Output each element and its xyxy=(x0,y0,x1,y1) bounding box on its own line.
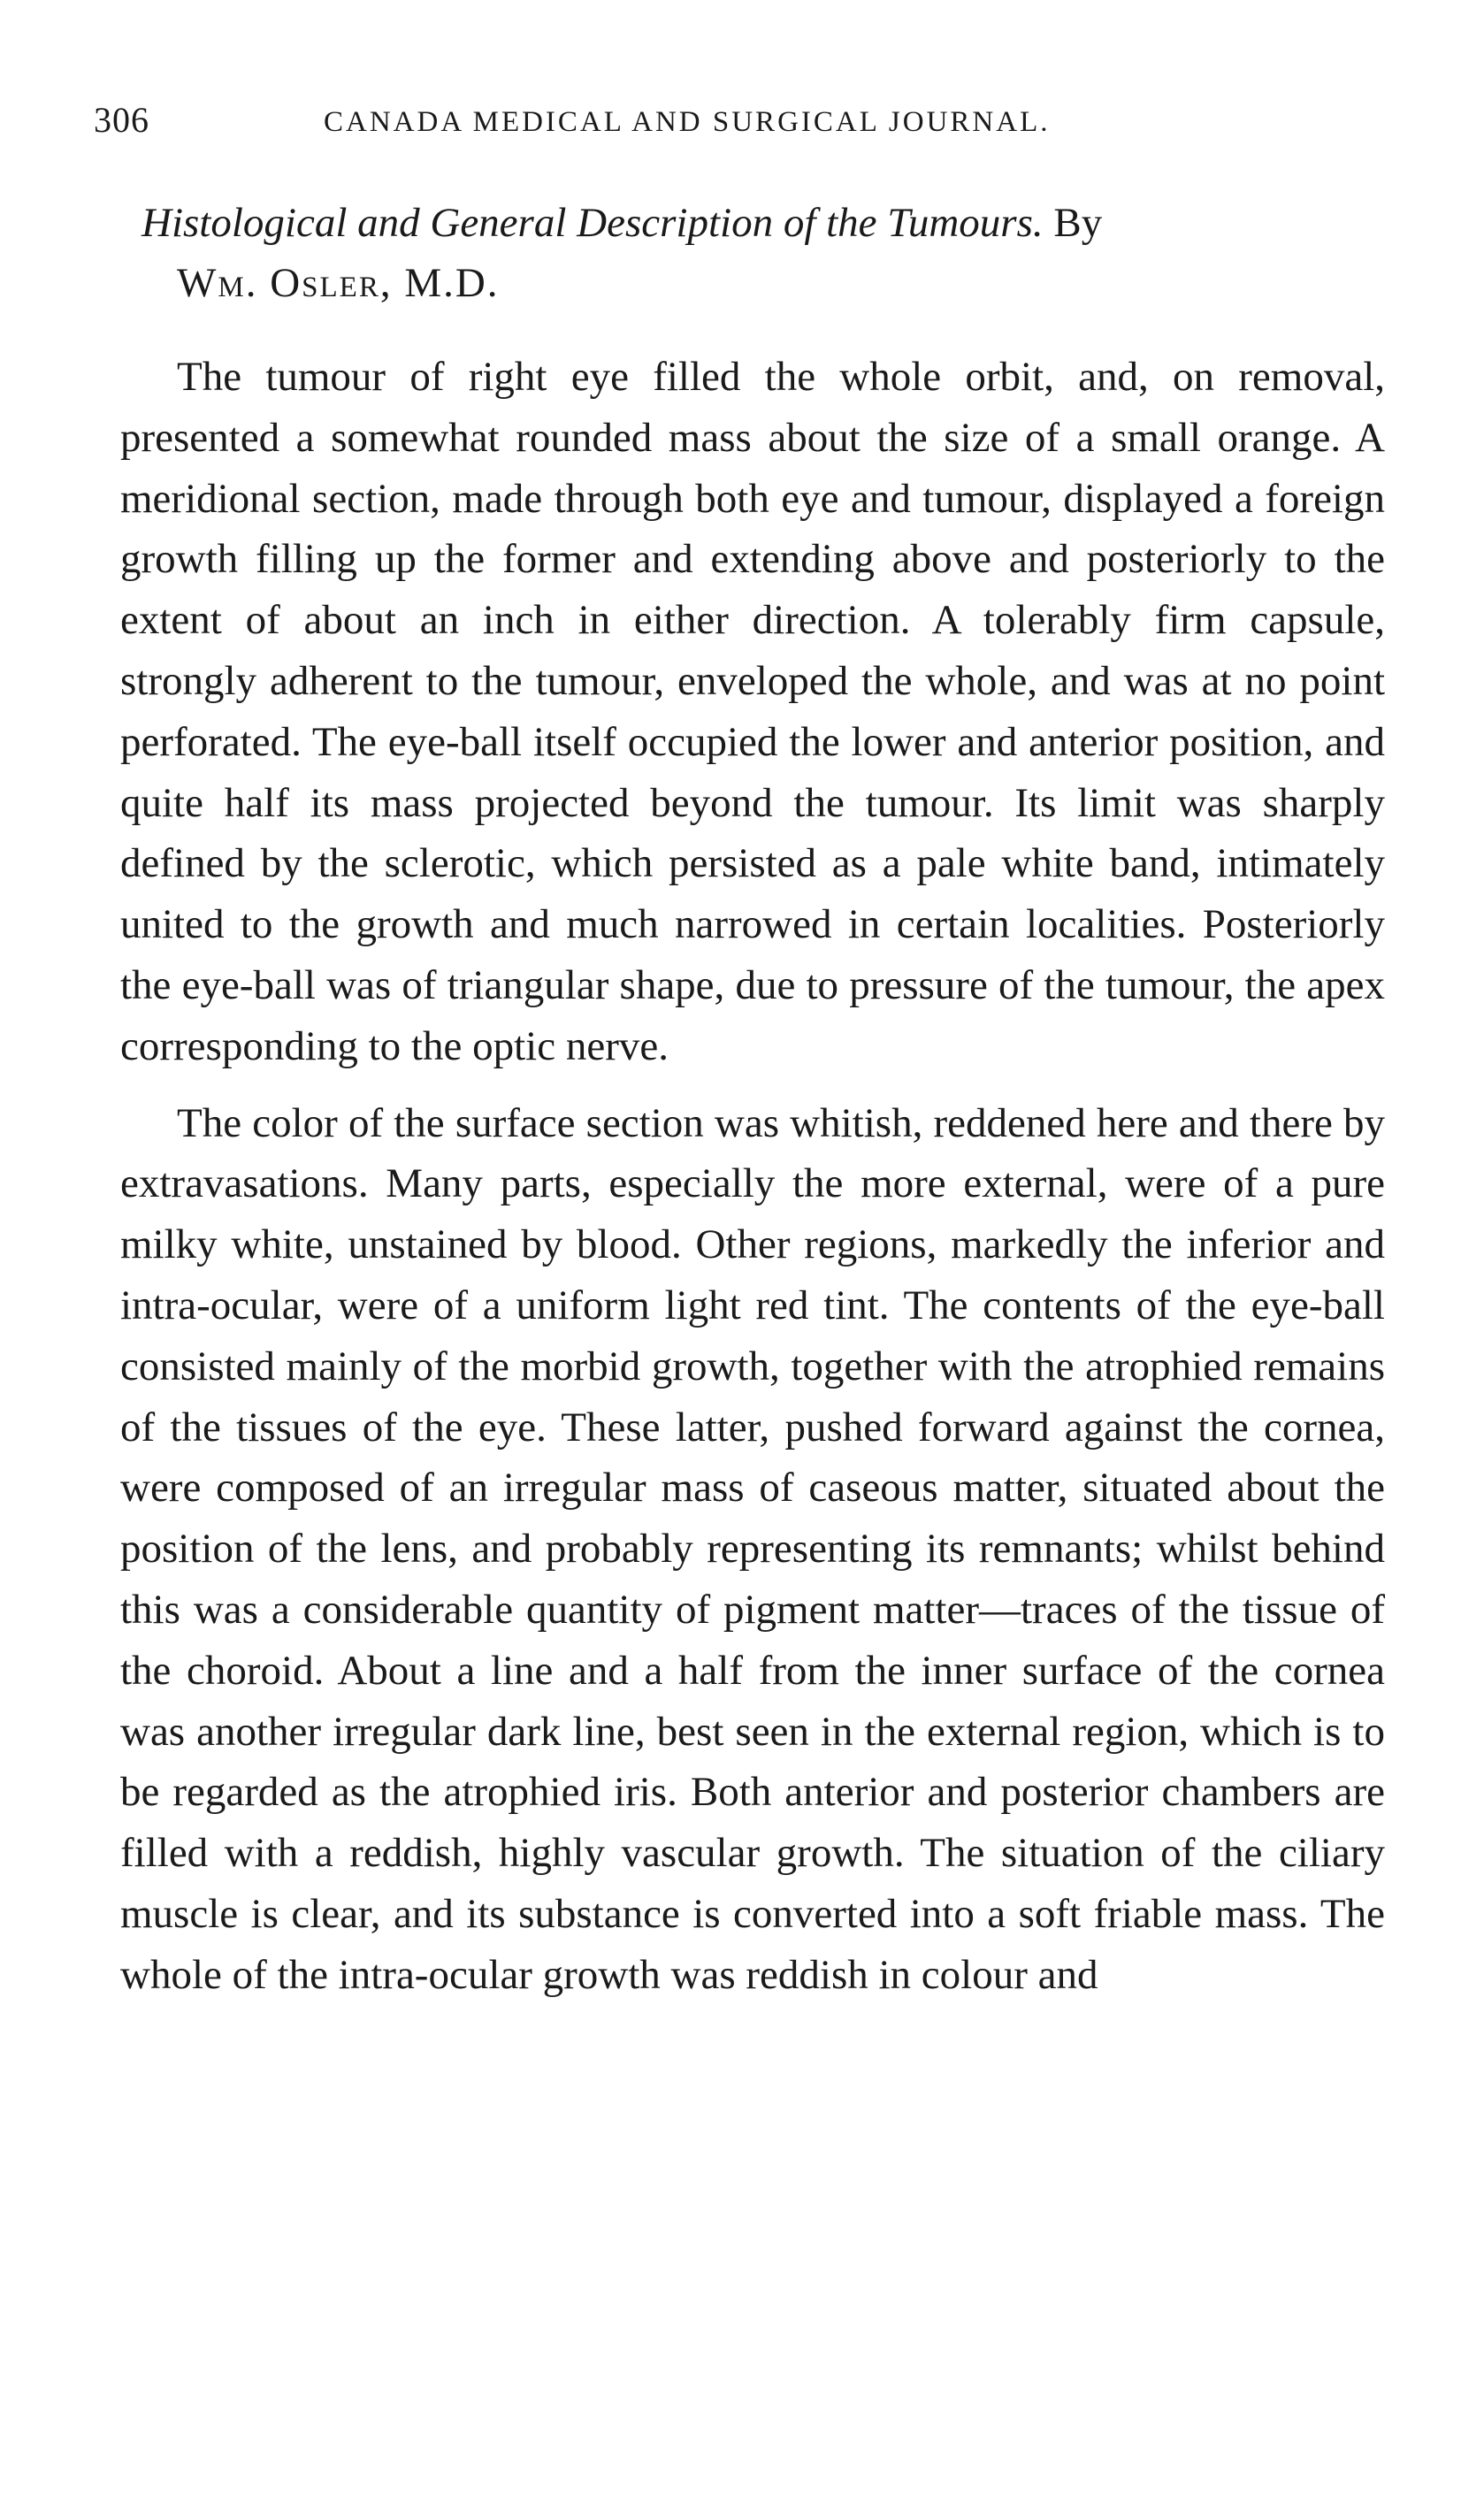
paragraph-2: The color of the surface section was whitish, reddened here and there by extravasations. Many parts, especially the more external, were of a pure milky white, unstained by blood. Other regions, markedly the inferior and intra-ocular, were of a uniform light red tint. The contents of the eye-ball consisted mainly of the morbid growth, together with the atrophied remains of the tissues of the eye. These latter, pushed forward against the cornea, were composed of an irregular mass of caseous matter, situated about the position of the lens, and probably representing its remnants; whilst behind this was a considerable quantity of pigment matter—traces of the tissue of the choroid. About a line and a half from the inner surface of the cornea was another irregular dark line, best seen in the external region, which is to be regarded as the atrophied iris. Both anterior and posterior chambers are filled with a reddish, highly vascular growth. The situation of the ciliary muscle is clear, and its substance is converted into a soft friable mass. The whole of the intra-ocular growth was reddish in colour and xyxy=(120,1099,1385,1998)
paragraph-1: The tumour of right eye filled the whole orbit, and, on removal, presented a somewhat rounded mass about the size of a small orange. A meridional section, made through both eye and tumour, displayed a foreign growth filling up the former and extending above and posteriorly to the extent of about an inch in either direction. A tolerably firm capsule, strongly adherent to the tumour, enveloped the whole, and was at no point perforated. The eye-ball itself occupied the lower and anterior position, and quite half its mass projected beyond the tumour. Its limit was sharply defined by the sclerotic, which persisted as a pale white band, intimately united to the growth and much narrowed in certain localities. Posteriorly the eye-ball was of triangular shape, due to pressure of the tumour, the apex corresponding to the optic nerve. xyxy=(120,354,1385,1069)
article-title xyxy=(142,193,1380,313)
running-head: CANADA MEDICAL AND SURGICAL JOURNAL. xyxy=(324,106,1051,138)
author-line xyxy=(142,253,1380,313)
page-number: 306 xyxy=(94,100,149,140)
article-title-text: Histological and General Description of the Tumours. xyxy=(142,200,1044,246)
body-text xyxy=(120,347,1385,2022)
author-name: Wm. Osler, M.D. xyxy=(177,260,500,306)
page-header xyxy=(94,99,1403,152)
byline-by: By xyxy=(1053,200,1103,246)
